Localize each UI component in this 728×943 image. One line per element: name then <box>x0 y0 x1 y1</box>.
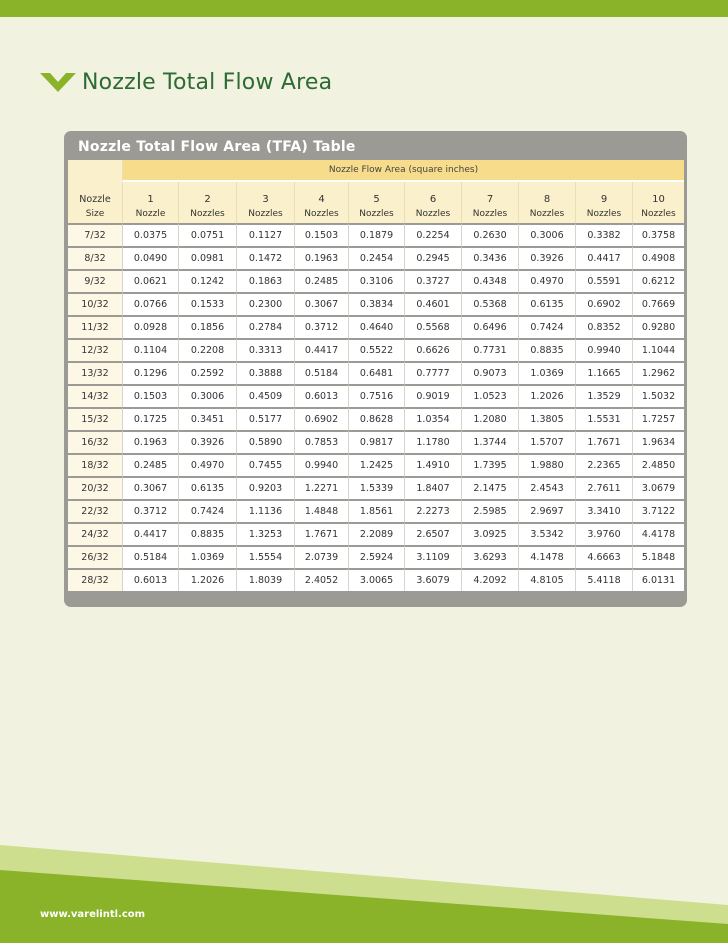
size-header-line2: Size <box>68 205 122 223</box>
flow-area-cell: 1.1665 <box>575 361 632 384</box>
page-title: Nozzle Total Flow Area <box>82 69 333 95</box>
flow-area-cell: 0.2784 <box>236 315 294 338</box>
flow-area-cell: 0.3758 <box>632 223 684 246</box>
flow-area-cell: 2.0739 <box>294 545 348 568</box>
nozzle-size-cell: 28/32 <box>68 568 122 591</box>
flow-area-cell: 0.3727 <box>404 269 461 292</box>
nozzle-size-cell: 10/32 <box>68 292 122 315</box>
flow-area-cell: 3.0925 <box>461 522 518 545</box>
flow-area-cell: 0.2485 <box>122 453 178 476</box>
flow-area-cell: 1.2026 <box>178 568 236 591</box>
table-row <box>68 499 684 522</box>
flow-area-cell: 0.2485 <box>294 269 348 292</box>
table-row <box>68 522 684 545</box>
column-count-header: 7 <box>461 182 518 205</box>
flow-area-cell: 0.3106 <box>348 269 404 292</box>
flow-area-cell: 0.3006 <box>178 384 236 407</box>
flow-area-cell: 0.6902 <box>294 407 348 430</box>
table-row <box>68 361 684 384</box>
flow-area-cell: 1.2026 <box>518 384 575 407</box>
column-unit-header: Nozzles <box>632 205 684 223</box>
flow-area-cell: 0.9073 <box>461 361 518 384</box>
table-row <box>68 384 684 407</box>
flow-area-cell: 0.3712 <box>294 315 348 338</box>
flow-area-cell: 0.7777 <box>404 361 461 384</box>
nozzle-size-cell: 14/32 <box>68 384 122 407</box>
column-count-header: 6 <box>404 182 461 205</box>
flow-area-cell: 0.7424 <box>518 315 575 338</box>
flow-area-cell: 2.5985 <box>461 499 518 522</box>
flow-area-cell: 0.2300 <box>236 292 294 315</box>
flow-area-cell: 0.7669 <box>632 292 684 315</box>
flow-area-cell: 0.6013 <box>122 568 178 591</box>
flow-area-cell: 1.8407 <box>404 476 461 499</box>
column-count-header: 4 <box>294 182 348 205</box>
flow-area-cell: 0.2592 <box>178 361 236 384</box>
flow-area-cell: 0.1127 <box>236 223 294 246</box>
table-row <box>68 223 684 246</box>
flow-area-cell: 0.3006 <box>518 223 575 246</box>
flow-area-cell: 0.3436 <box>461 246 518 269</box>
flow-area-cell: 0.7424 <box>178 499 236 522</box>
flow-area-cell: 0.7455 <box>236 453 294 476</box>
flow-area-cell: 1.2425 <box>348 453 404 476</box>
flow-area-cell: 2.4543 <box>518 476 575 499</box>
flow-area-cell: 1.5032 <box>632 384 684 407</box>
flow-area-cell: 0.7731 <box>461 338 518 361</box>
flow-area-cell: 2.4850 <box>632 453 684 476</box>
flow-area-cell: 0.6626 <box>404 338 461 361</box>
flow-area-cell: 4.4178 <box>632 522 684 545</box>
flow-area-cell: 0.1503 <box>294 223 348 246</box>
nozzle-size-cell: 24/32 <box>68 522 122 545</box>
flow-area-cell: 3.6293 <box>461 545 518 568</box>
column-count-header: 9 <box>575 182 632 205</box>
flow-area-cell: 3.3410 <box>575 499 632 522</box>
nozzle-size-cell: 16/32 <box>68 430 122 453</box>
flow-area-cell: 0.8835 <box>518 338 575 361</box>
flow-area-cell: 0.0375 <box>122 223 178 246</box>
nozzle-size-cell: 20/32 <box>68 476 122 499</box>
flow-area-cell: 1.3253 <box>236 522 294 545</box>
flow-area-cell: 0.5177 <box>236 407 294 430</box>
flow-area-cell: 0.4908 <box>632 246 684 269</box>
flow-area-cell: 2.5924 <box>348 545 404 568</box>
nozzle-size-cell: 9/32 <box>68 269 122 292</box>
flow-area-cell: 0.5522 <box>348 338 404 361</box>
flow-area-cell: 1.1044 <box>632 338 684 361</box>
flow-area-cell: 2.1475 <box>461 476 518 499</box>
flow-area-cell: 1.0354 <box>404 407 461 430</box>
flow-area-cell: 0.8352 <box>575 315 632 338</box>
table-row <box>68 453 684 476</box>
flow-area-cell: 0.3313 <box>236 338 294 361</box>
page-heading <box>40 62 332 102</box>
flow-area-cell: 4.8105 <box>518 568 575 591</box>
flow-area-cell: 0.6212 <box>632 269 684 292</box>
table-row <box>68 338 684 361</box>
flow-area-cell: 0.9280 <box>632 315 684 338</box>
flow-area-cell: 0.2254 <box>404 223 461 246</box>
flow-area-cell: 0.4970 <box>518 269 575 292</box>
flow-area-cell: 1.7395 <box>461 453 518 476</box>
nozzle-size-cell: 11/32 <box>68 315 122 338</box>
nozzle-size-cell: 15/32 <box>68 407 122 430</box>
flow-area-cell: 0.1879 <box>348 223 404 246</box>
flow-area-cell: 2.2365 <box>575 453 632 476</box>
column-unit-header: Nozzles <box>575 205 632 223</box>
flow-area-cell: 0.6481 <box>348 361 404 384</box>
flow-area-cell: 0.1472 <box>236 246 294 269</box>
column-unit-header: Nozzles <box>236 205 294 223</box>
tfa-table <box>68 160 684 591</box>
flow-area-cell: 3.6079 <box>404 568 461 591</box>
table-row <box>68 476 684 499</box>
size-header-line1: Nozzle <box>68 182 122 205</box>
flow-area-cell: 3.0065 <box>348 568 404 591</box>
column-unit-header: Nozzles <box>404 205 461 223</box>
nozzle-size-cell: 26/32 <box>68 545 122 568</box>
table-row <box>68 315 684 338</box>
flow-area-cell: 0.7853 <box>294 430 348 453</box>
footer-url: www.varelintl.com <box>40 909 146 920</box>
flow-area-cell: 0.1104 <box>122 338 178 361</box>
flow-area-cell: 0.3888 <box>236 361 294 384</box>
flow-area-cell: 2.2089 <box>348 522 404 545</box>
column-unit-header: Nozzle <box>122 205 178 223</box>
flow-area-cell: 1.5707 <box>518 430 575 453</box>
flow-area-cell: 0.4417 <box>294 338 348 361</box>
flow-area-cell: 0.3926 <box>518 246 575 269</box>
flow-area-cell: 1.0369 <box>178 545 236 568</box>
flow-area-cell: 0.3382 <box>575 223 632 246</box>
flow-area-cell: 2.7611 <box>575 476 632 499</box>
flow-area-cell: 3.9760 <box>575 522 632 545</box>
flow-area-cell: 0.9940 <box>294 453 348 476</box>
flow-area-cell: 1.4848 <box>294 499 348 522</box>
flow-area-cell: 0.3926 <box>178 430 236 453</box>
table-row <box>68 292 684 315</box>
flow-area-cell: 0.4509 <box>236 384 294 407</box>
flow-header-spacer <box>68 160 122 182</box>
flow-area-cell: 1.0369 <box>518 361 575 384</box>
flow-area-cell: 0.1296 <box>122 361 178 384</box>
flow-area-cell: 0.5568 <box>404 315 461 338</box>
flow-area-cell: 0.9203 <box>236 476 294 499</box>
flow-area-cell: 0.2945 <box>404 246 461 269</box>
column-count-header: 8 <box>518 182 575 205</box>
flow-area-cell: 3.5342 <box>518 522 575 545</box>
flow-area-cell: 0.4417 <box>122 522 178 545</box>
flow-area-cell: 2.4052 <box>294 568 348 591</box>
flow-area-cell: 1.7671 <box>575 430 632 453</box>
nozzle-size-cell: 7/32 <box>68 223 122 246</box>
table-row <box>68 430 684 453</box>
flow-area-cell: 0.3067 <box>294 292 348 315</box>
flow-area-cell: 1.3805 <box>518 407 575 430</box>
flow-area-cell: 3.7122 <box>632 499 684 522</box>
flow-area-cell: 0.1725 <box>122 407 178 430</box>
flow-area-cell: 0.3451 <box>178 407 236 430</box>
flow-area-cell: 0.5890 <box>236 430 294 453</box>
flow-area-cell: 1.7257 <box>632 407 684 430</box>
flow-area-cell: 0.1863 <box>236 269 294 292</box>
flow-area-cell: 0.5184 <box>294 361 348 384</box>
flow-area-cell: 1.3744 <box>461 430 518 453</box>
flow-area-cell: 0.4601 <box>404 292 461 315</box>
column-count-header: 3 <box>236 182 294 205</box>
column-count-header: 2 <box>178 182 236 205</box>
nozzle-size-cell: 12/32 <box>68 338 122 361</box>
flow-area-cell: 0.9940 <box>575 338 632 361</box>
flow-area-cell: 0.6135 <box>178 476 236 499</box>
column-unit-header: Nozzles <box>348 205 404 223</box>
flow-area-cell: 0.1533 <box>178 292 236 315</box>
flow-area-cell: 0.5591 <box>575 269 632 292</box>
table-row <box>68 545 684 568</box>
flow-area-cell: 0.8628 <box>348 407 404 430</box>
flow-area-header: Nozzle Flow Area (square inches) <box>122 160 684 182</box>
flow-area-cell: 0.1856 <box>178 315 236 338</box>
flow-area-cell: 1.7671 <box>294 522 348 545</box>
flow-area-cell: 0.1963 <box>294 246 348 269</box>
flow-area-cell: 0.1963 <box>122 430 178 453</box>
flow-area-cell: 1.9634 <box>632 430 684 453</box>
table-row <box>68 568 684 591</box>
nozzle-size-cell: 22/32 <box>68 499 122 522</box>
flow-area-cell: 0.5184 <box>122 545 178 568</box>
flow-area-cell: 4.2092 <box>461 568 518 591</box>
flow-area-cell: 0.6135 <box>518 292 575 315</box>
chevron-logo-icon <box>40 71 76 93</box>
flow-area-cell: 0.7516 <box>348 384 404 407</box>
flow-area-cell: 5.4118 <box>575 568 632 591</box>
table-row <box>68 407 684 430</box>
flow-area-cell: 0.4640 <box>348 315 404 338</box>
flow-area-cell: 0.6902 <box>575 292 632 315</box>
flow-area-cell: 0.2208 <box>178 338 236 361</box>
flow-area-cell: 1.5339 <box>348 476 404 499</box>
column-unit-header: Nozzles <box>518 205 575 223</box>
flow-area-cell: 2.6507 <box>404 522 461 545</box>
flow-area-cell: 0.9817 <box>348 430 404 453</box>
column-unit-header: Nozzles <box>294 205 348 223</box>
table-row <box>68 269 684 292</box>
flow-area-cell: 6.0131 <box>632 568 684 591</box>
flow-area-cell: 0.2454 <box>348 246 404 269</box>
column-unit-header: Nozzles <box>178 205 236 223</box>
flow-area-cell: 5.1848 <box>632 545 684 568</box>
flow-area-cell: 2.9697 <box>518 499 575 522</box>
flow-area-cell: 1.2962 <box>632 361 684 384</box>
flow-area-cell: 0.0981 <box>178 246 236 269</box>
flow-area-cell: 2.2273 <box>404 499 461 522</box>
flow-area-cell: 0.9019 <box>404 384 461 407</box>
nozzle-size-cell: 8/32 <box>68 246 122 269</box>
flow-area-cell: 4.6663 <box>575 545 632 568</box>
flow-area-cell: 3.0679 <box>632 476 684 499</box>
flow-area-cell: 0.0928 <box>122 315 178 338</box>
flow-area-cell: 0.3712 <box>122 499 178 522</box>
flow-area-cell: 1.1136 <box>236 499 294 522</box>
flow-area-cell: 0.0766 <box>122 292 178 315</box>
flow-area-cell: 1.2080 <box>461 407 518 430</box>
flow-area-cell: 1.9880 <box>518 453 575 476</box>
column-unit-header: Nozzles <box>461 205 518 223</box>
flow-area-cell: 0.3834 <box>348 292 404 315</box>
flow-area-cell: 0.2630 <box>461 223 518 246</box>
flow-area-cell: 0.0490 <box>122 246 178 269</box>
flow-area-cell: 1.3529 <box>575 384 632 407</box>
flow-area-cell: 1.8039 <box>236 568 294 591</box>
flow-area-cell: 0.1503 <box>122 384 178 407</box>
flow-area-cell: 1.2271 <box>294 476 348 499</box>
nozzle-size-cell: 18/32 <box>68 453 122 476</box>
flow-area-cell: 1.1780 <box>404 430 461 453</box>
flow-area-cell: 0.6013 <box>294 384 348 407</box>
flow-area-cell: 0.1242 <box>178 269 236 292</box>
flow-area-cell: 0.6496 <box>461 315 518 338</box>
flow-area-cell: 0.3067 <box>122 476 178 499</box>
flow-area-cell: 1.5531 <box>575 407 632 430</box>
flow-area-cell: 3.1109 <box>404 545 461 568</box>
table-title: Nozzle Total Flow Area (TFA) Table <box>78 139 356 155</box>
flow-area-cell: 0.0751 <box>178 223 236 246</box>
flow-area-cell: 1.8561 <box>348 499 404 522</box>
flow-area-cell: 0.4417 <box>575 246 632 269</box>
flow-area-cell: 4.1478 <box>518 545 575 568</box>
flow-area-cell: 0.0621 <box>122 269 178 292</box>
flow-area-cell: 1.5554 <box>236 545 294 568</box>
table-row <box>68 246 684 269</box>
flow-area-cell: 0.4970 <box>178 453 236 476</box>
nozzle-size-cell: 13/32 <box>68 361 122 384</box>
column-count-header: 5 <box>348 182 404 205</box>
column-count-header: 10 <box>632 182 684 205</box>
column-count-header: 1 <box>122 182 178 205</box>
flow-area-cell: 0.8835 <box>178 522 236 545</box>
flow-area-cell: 1.0523 <box>461 384 518 407</box>
flow-area-cell: 0.4348 <box>461 269 518 292</box>
flow-area-cell: 1.4910 <box>404 453 461 476</box>
flow-area-cell: 0.5368 <box>461 292 518 315</box>
